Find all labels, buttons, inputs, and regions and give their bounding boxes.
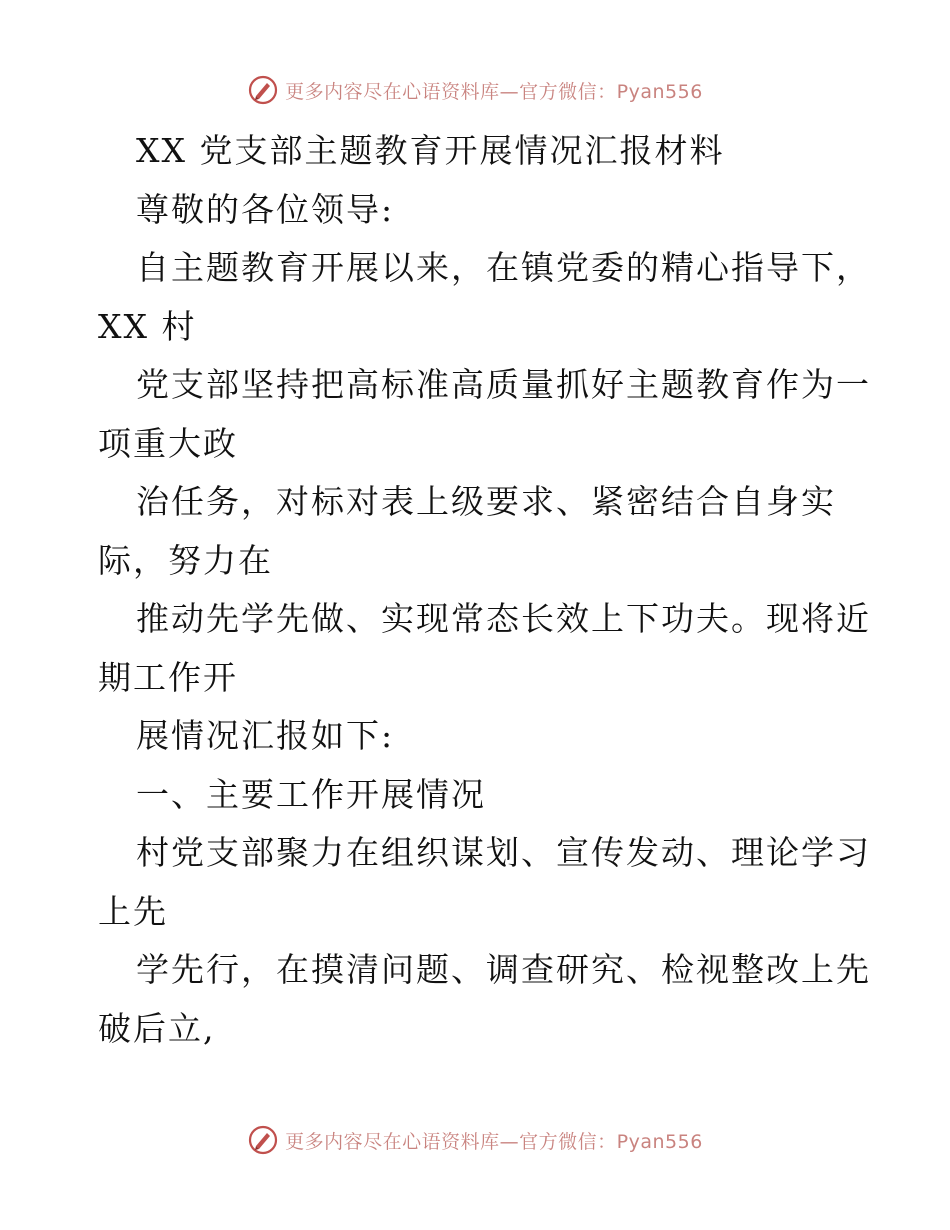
document-body [98, 122, 871, 1058]
document-line: 上先 [98, 891, 168, 931]
watermark-text: 更多内容尽在心语资料库—官方微信：Pyan556 [285, 1130, 703, 1153]
document-line: 党支部坚持把高标准高质量抓好主题教育作为一 [136, 365, 871, 404]
document-line: 破后立, [98, 1008, 216, 1048]
document-line: 治任务，对标对表上级要求、紧密结合自身实 [136, 482, 836, 521]
watermark-wechat-id: Pyan556 [616, 1130, 703, 1153]
document-line: 推动先学先做、实现常态长效上下功夫。现将近 [136, 599, 871, 638]
pen-seal-icon [247, 1124, 279, 1156]
document-line: 际，努力在 [98, 540, 273, 580]
document-line: 尊敬的各位领导: [136, 189, 395, 229]
header-watermark [0, 70, 950, 110]
pen-seal-icon [247, 74, 279, 106]
document-line: 村党支部聚力在组织谋划、宣传发动、理论学习 [136, 833, 871, 872]
footer-watermark [0, 1120, 950, 1160]
document-line: 学先行，在摸清问题、调查研究、检视整改上先 [136, 950, 871, 989]
watermark-wechat-id: Pyan556 [616, 80, 703, 103]
document-line: 展情况汇报如下: [136, 716, 395, 755]
document-line: 一、主要工作开展情况 [136, 774, 486, 814]
document-line: 自主题教育开展以来，在镇党委的精心指导下， [136, 248, 871, 287]
document-line: 期工作开 [98, 657, 238, 697]
document-line: XX 村 [98, 306, 197, 346]
document-line: XX 党支部主题教育开展情况汇报材料 [136, 131, 725, 170]
watermark-text: 更多内容尽在心语资料库—官方微信：Pyan556 [285, 80, 703, 103]
document-line: 项重大政 [98, 423, 238, 463]
